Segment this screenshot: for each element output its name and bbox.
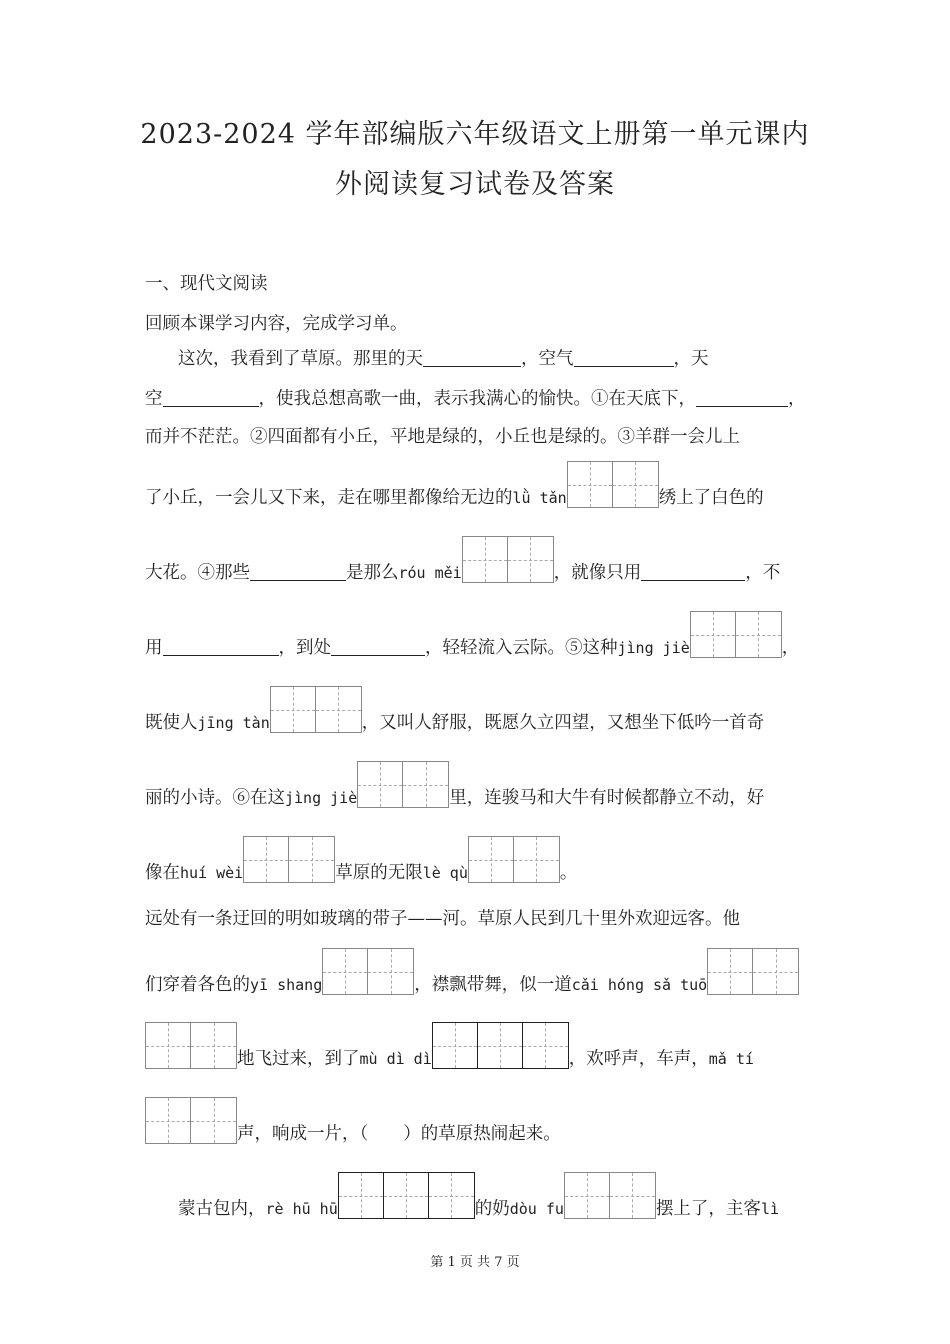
passage-line-10: 远处有一条迂回的明如玻璃的带子——河。草原人民到几十里外欢迎远客。他 bbox=[145, 909, 740, 929]
writing-grid[interactable] bbox=[357, 761, 449, 808]
passage-line-14: 蒙古包内，rè hū hū 的奶dòu fu 摆上了，主客lì bbox=[178, 1172, 779, 1220]
fill-blank[interactable] bbox=[641, 562, 745, 581]
pinyin: mù dì dì bbox=[359, 1050, 432, 1068]
passage-line-6: 用 ，到处 ，轻轻流入云际。⑤这种jìng jiè ， bbox=[145, 611, 799, 659]
writing-grid[interactable] bbox=[690, 611, 782, 658]
passage-line-7: 既使人jīng tàn ，又叫人舒服，既愿久立四望，又想坐下低吟一首奇 bbox=[145, 686, 764, 734]
fill-blank[interactable] bbox=[163, 388, 259, 407]
pinyin: yī shang bbox=[250, 976, 323, 994]
writing-grid[interactable] bbox=[338, 1172, 475, 1219]
pinyin: dòu fu bbox=[509, 1200, 564, 1218]
passage-line-1: 这次，我看到了草原。那里的天 ，空气 ，天 bbox=[178, 349, 709, 369]
passage-line-3: 而并不茫茫。②四面都有小丘，平地是绿的，小丘也是绿的。③羊群一会儿上 bbox=[145, 427, 740, 447]
section-heading: 一、现代文阅读 bbox=[145, 274, 268, 294]
instruction-text: 回顾本课学习内容，完成学习单。 bbox=[145, 314, 408, 334]
passage-line-9: 像在huí wèi 草原的无限lè qù 。 bbox=[145, 836, 577, 884]
writing-grid[interactable] bbox=[707, 948, 799, 995]
writing-grid[interactable] bbox=[468, 836, 560, 883]
writing-grid[interactable] bbox=[322, 948, 414, 995]
fill-blank[interactable] bbox=[696, 388, 788, 407]
pinyin: huí wèi bbox=[180, 864, 244, 882]
pinyin: mǎ tí bbox=[708, 1050, 754, 1068]
writing-grid[interactable] bbox=[462, 536, 554, 583]
fill-blank[interactable] bbox=[250, 562, 346, 581]
pinyin: cǎi hóng sǎ tuō bbox=[571, 976, 708, 994]
pinyin: róu měi bbox=[398, 564, 462, 582]
passage-line-5: 大花。④那些 是那么róu měi ，就像只用 ，不 bbox=[145, 536, 780, 584]
writing-grid[interactable] bbox=[564, 1172, 656, 1219]
pinyin: lǜ tǎn bbox=[512, 489, 567, 507]
pinyin: jìng jiè bbox=[285, 789, 358, 807]
document-title-line-1: 2023-2024 学年部编版六年级语文上册第一单元课内 bbox=[140, 119, 810, 150]
fill-blank[interactable] bbox=[574, 348, 674, 367]
pinyin: jìng jiè bbox=[617, 639, 690, 657]
writing-grid[interactable] bbox=[243, 836, 335, 883]
passage-line-4: 了小丘，一会儿又下来，走在哪里都像给无边的lǜ tǎn 绣上了白色的 bbox=[145, 461, 764, 509]
passage-line-12: 地飞过来，到了mù dì dì ，欢呼声，车声，mǎ tí bbox=[145, 1022, 754, 1070]
fill-blank[interactable] bbox=[331, 637, 425, 656]
fill-blank[interactable] bbox=[423, 348, 521, 367]
document-title-line-2: 外阅读复习试卷及答案 bbox=[335, 169, 615, 200]
writing-grid[interactable] bbox=[145, 1097, 237, 1144]
pinyin: lì bbox=[760, 1200, 779, 1218]
passage-line-13: 声，响成一片，（ ）的草原热闹起来。 bbox=[145, 1097, 561, 1145]
passage-line-8: 丽的小诗。⑥在这jìng jiè 里，连骏马和大牛有时候都静立不动，好 bbox=[145, 761, 764, 809]
fill-blank[interactable] bbox=[163, 637, 279, 656]
writing-grid[interactable] bbox=[567, 461, 659, 508]
pinyin: lè qù bbox=[422, 864, 468, 882]
writing-grid[interactable] bbox=[432, 1022, 569, 1069]
passage-line-11: 们穿着各色的yī shang ，襟飘带舞，似一道cǎi hóng sǎ tuō bbox=[145, 948, 799, 996]
page-footer: 第 1 页 共 7 页 bbox=[430, 1255, 520, 1270]
passage-line-2: 空 ，使我总想高歌一曲，表示我满心的愉快。①在天底下， ， bbox=[145, 389, 806, 409]
writing-grid[interactable] bbox=[145, 1022, 237, 1069]
pinyin: jīng tàn bbox=[197, 714, 270, 732]
writing-grid[interactable] bbox=[270, 686, 362, 733]
pinyin: rè hū hū bbox=[265, 1200, 338, 1218]
